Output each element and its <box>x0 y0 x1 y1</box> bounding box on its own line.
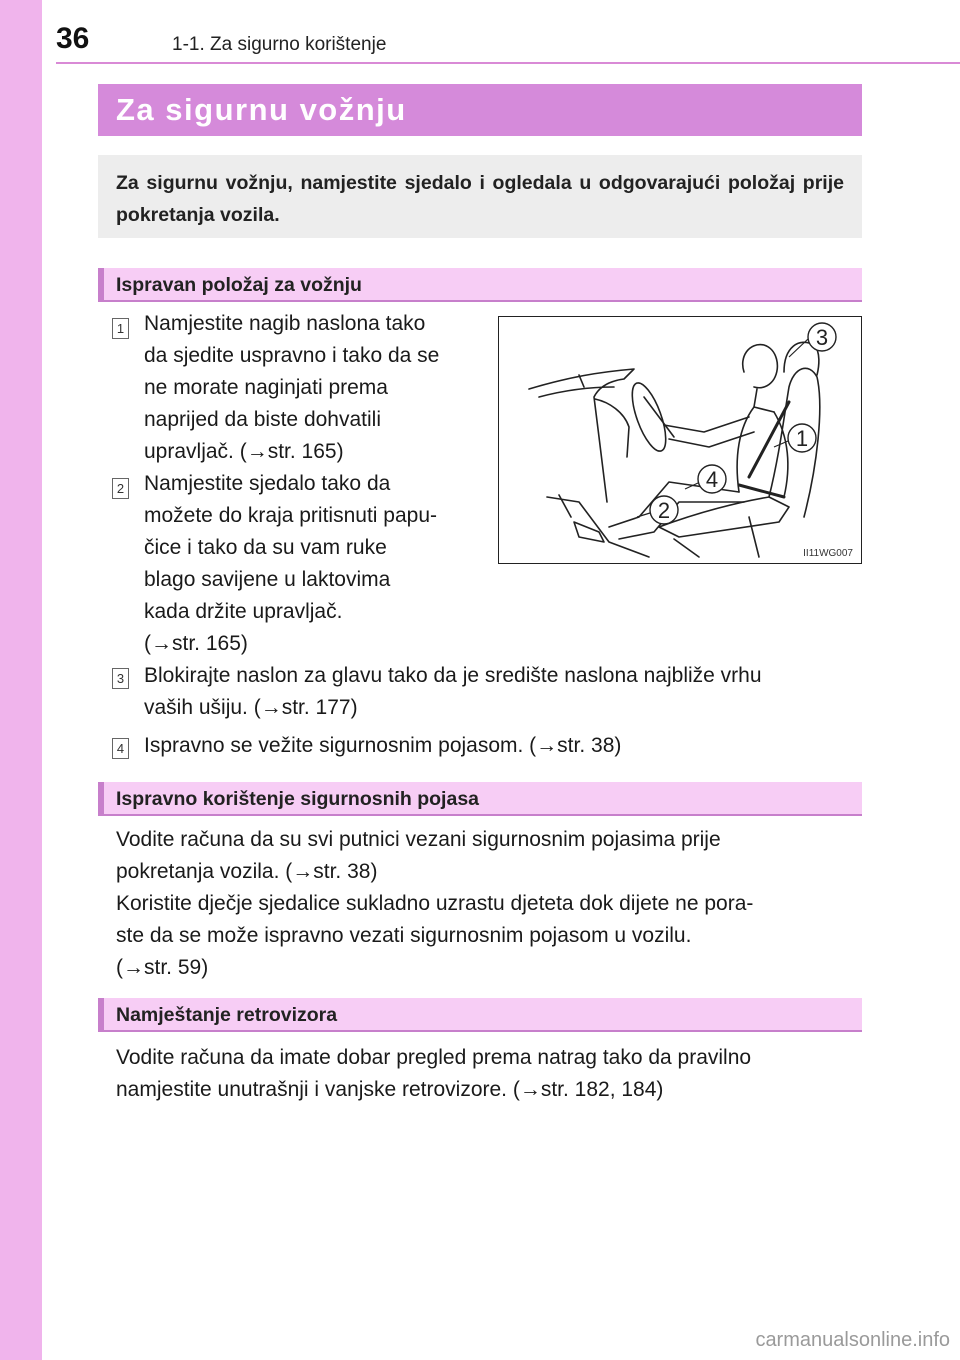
item-number-badge: 3 <box>112 668 129 689</box>
page-number: 36 <box>56 22 90 55</box>
section-header: 1-1. Za sigurno korištenje <box>172 34 387 55</box>
mirrors-paragraph: Vodite računa da imate dobar pregled prema natrag tako da pravilno namjestite unutrašnji i vanjske retrovizore. (→str. 182, 184) <box>116 1046 752 1101</box>
watermark: carmanualsonline.info <box>755 1329 950 1351</box>
item-number-badge: 2 <box>112 478 129 499</box>
subheading-seat-belts <box>98 782 862 816</box>
driver-seat-drawing <box>499 317 861 563</box>
list-item-2: Namjestite sjedalo tako da možete do kraja pritisnuti papu- čice i tako da su vam ruke blago savijene u laktovima kada držite upravljač. (→str. 165) <box>144 472 437 655</box>
driving-position-illustration <box>498 316 862 564</box>
subheading-label: Ispravno korištenje sigurnosnih pojasa <box>116 788 480 810</box>
seat-belts-paragraph: Vodite računa da su svi putnici vezani sigurnosnim pojasima prije pokretanja vozila. (→str. 38) Koristite dječje sjedalice sukladno uzrastu djeteta dok dijete ne pora- ste da se može ispravno vezati sigurnosnim pojasom u vozilu. (→str. 59) <box>116 828 754 979</box>
figure-code: II11WG007 <box>803 548 853 559</box>
callout-label: 3 <box>815 325 829 350</box>
intro-text: Za sigurnu vožnju, namjestite sjedalo i ogledala u odgovarajući položaj prije pokretanja vozila. <box>116 172 844 226</box>
callout-label: 1 <box>795 426 809 451</box>
list-item-4: Ispravno se vežite sigurnosnim pojasom. (→str. 38) <box>144 734 622 757</box>
subheading-label: Namještanje retrovizora <box>116 1004 338 1026</box>
item-number-badge: 4 <box>112 738 129 759</box>
list-item-3: Blokirajte naslon za glavu tako da je središte naslona najbliže vrhu vaših ušiju. (→str. 177) <box>144 664 762 719</box>
list-item-1: Namjestite nagib naslona tako da sjedite uspravno i tako da se ne morate naginjati prema naprijed da biste dohvatili upravljač. (→str. 165) <box>144 312 440 463</box>
subheading-driving-position <box>98 268 862 302</box>
page-title: Za sigurnu vožnju <box>116 92 407 127</box>
header-divider <box>56 62 960 64</box>
item-number-badge: 1 <box>112 318 129 339</box>
callout-label: 2 <box>657 498 671 523</box>
subheading-mirrors <box>98 998 862 1032</box>
callout-label: 4 <box>705 467 719 492</box>
side-color-strip <box>0 0 42 1360</box>
title-banner <box>98 84 862 136</box>
subheading-label: Ispravan položaj za vožnju <box>116 274 362 296</box>
intro-box <box>98 155 862 238</box>
